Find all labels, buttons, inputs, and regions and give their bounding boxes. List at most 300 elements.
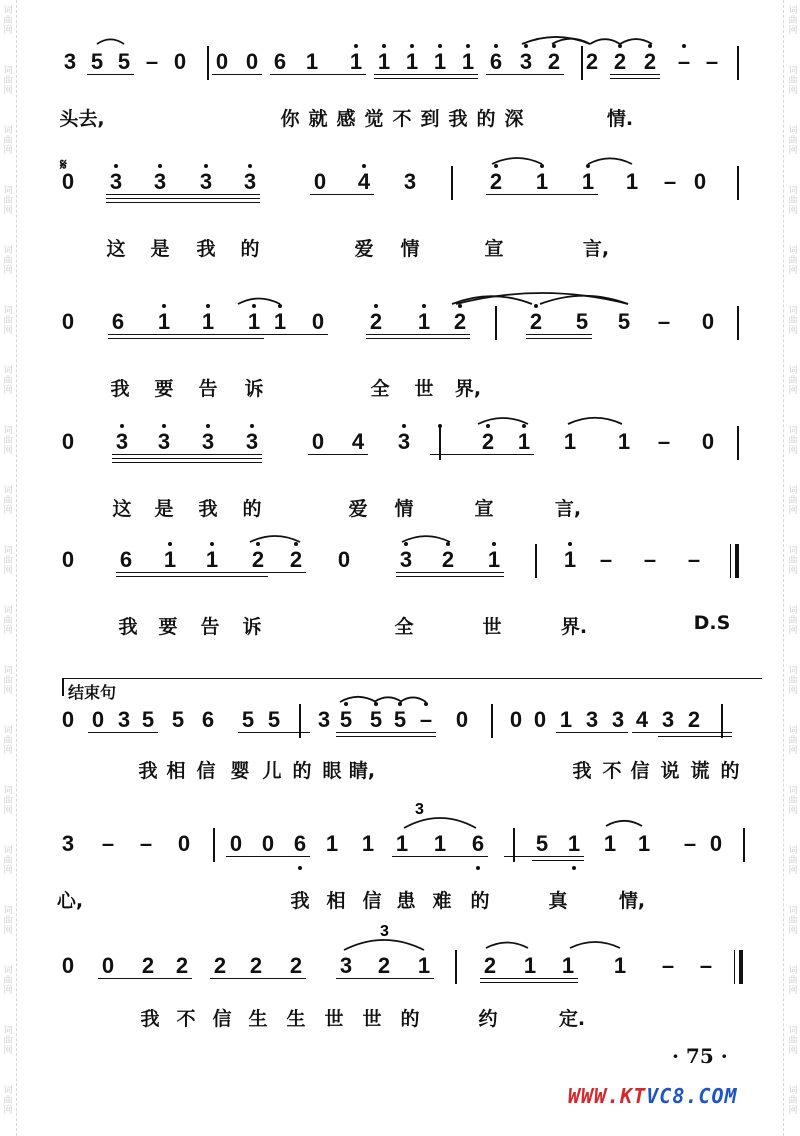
lyric-syllable: 不 (392, 108, 412, 130)
watermark-glyph: 词 曲 网 (788, 126, 798, 156)
note: 0 (229, 831, 243, 856)
note: 0 (313, 169, 327, 194)
dash-note: – (599, 547, 613, 572)
note: 0 (337, 547, 351, 572)
note: 2 (481, 429, 495, 454)
tuplet-arc (344, 940, 424, 950)
note: 1 (205, 547, 219, 572)
note: 2 (483, 953, 497, 978)
slur-arc (568, 418, 622, 424)
slur-layer (0, 923, 800, 986)
lyric-syllable: 这 (112, 498, 132, 520)
dal-segno-mark: D.S (693, 612, 731, 634)
watermark-glyph: 词 曲 网 (788, 426, 798, 456)
note: 6 (119, 547, 133, 572)
note: 2 (547, 49, 561, 74)
slur-layer (0, 162, 800, 202)
watermark-glyph: 词 曲 网 (788, 906, 798, 936)
note: 1 (305, 49, 319, 74)
lyrics-row (0, 612, 800, 642)
lyric-syllable: 全 (394, 616, 414, 638)
notes-row (0, 302, 800, 342)
tuplet-number: 3 (380, 923, 389, 940)
lyric-syllable: 信 (196, 760, 216, 782)
note: 0 (61, 169, 75, 194)
note: 5 (575, 309, 589, 334)
note: 2 (441, 547, 455, 572)
note: 6 (471, 831, 485, 856)
watermark-glyph: 词 曲 网 (3, 186, 13, 216)
slur-arc (402, 536, 450, 542)
lyric-syllable: 生 (286, 1008, 306, 1030)
note: 2 (249, 953, 263, 978)
slur-arc (478, 418, 528, 424)
notes-row (0, 700, 800, 740)
lyric-syllable: 到 (420, 108, 440, 130)
lyric-syllable: 说 (660, 760, 680, 782)
lyric-syllable: 爱 (354, 238, 374, 260)
slur-arc (250, 536, 300, 542)
lyric-syllable: 儿 (262, 760, 282, 782)
slur-arc (340, 697, 376, 702)
lyric-syllable: 是 (154, 498, 174, 520)
lyric-syllable: 我 (572, 760, 592, 782)
note: 2 (687, 707, 701, 732)
slur-arc (620, 39, 652, 44)
lyric-syllable: 信 (362, 890, 382, 912)
watermark-glyph: 词 曲 网 (788, 486, 798, 516)
lyric-syllable: 诉 (242, 616, 262, 638)
note: 1 (273, 309, 287, 334)
watermark-glyph: 词 曲 网 (788, 306, 798, 336)
note: 1 (417, 309, 431, 334)
dash-note: – (663, 169, 677, 194)
slur-layer (0, 700, 800, 740)
lyric-syllable: 我 (118, 616, 138, 638)
lyric-syllable: 我 (196, 238, 216, 260)
lyric-syllable: 我 (448, 108, 468, 130)
slur-arc (590, 39, 620, 44)
note: 1 (349, 49, 363, 74)
watermark-glyph: 词 曲 网 (788, 966, 798, 996)
note: 0 (61, 953, 75, 978)
lyric-syllable: 要 (154, 378, 174, 400)
lyric-syllable: 睛, (348, 760, 376, 782)
note: 0 (693, 169, 707, 194)
lyric-syllable: 言, (554, 498, 582, 520)
lyric-syllable: 世 (482, 616, 502, 638)
slur-arc (588, 158, 632, 164)
note: 2 (453, 309, 467, 334)
note: 5 (117, 49, 131, 74)
slur-arc (374, 697, 402, 702)
dash-note: – (643, 547, 657, 572)
note: 0 (245, 49, 259, 74)
lyric-syllable: 我 (198, 498, 218, 520)
segno-sign: 𝄋 (60, 155, 67, 174)
slur-layer (0, 42, 800, 82)
note: 5 (339, 707, 353, 732)
lyric-syllable: 不 (602, 760, 622, 782)
note: 2 (369, 309, 383, 334)
note: 0 (455, 707, 469, 732)
note: 0 (311, 429, 325, 454)
note: 3 (117, 707, 131, 732)
note: 4 (635, 707, 649, 732)
note: 5 (393, 707, 407, 732)
note: 1 (567, 831, 581, 856)
lyric-syllable: 感 (336, 108, 356, 130)
note: 5 (141, 707, 155, 732)
note: 0 (61, 547, 75, 572)
lyric-syllable: 不 (176, 1008, 196, 1030)
slur-arc (540, 296, 628, 304)
note: 3 (611, 707, 625, 732)
lyric-syllable: 的 (292, 760, 312, 782)
note: 2 (175, 953, 189, 978)
note: 3 (585, 707, 599, 732)
note: 2 (489, 169, 503, 194)
lyric-syllable: 诉 (244, 378, 264, 400)
slur-arc (400, 697, 426, 702)
lyric-syllable: 我 (290, 890, 310, 912)
note: 1 (361, 831, 375, 856)
watermark-glyph: 词 曲 网 (3, 606, 13, 636)
note: 6 (273, 49, 287, 74)
lyric-syllable: 我 (138, 760, 158, 782)
note: 2 (529, 309, 543, 334)
note: 0 (215, 49, 229, 74)
note: 2 (613, 49, 627, 74)
note: 4 (351, 429, 365, 454)
note: 0 (177, 831, 191, 856)
note: 0 (61, 707, 75, 732)
lyric-syllable: 的 (242, 498, 262, 520)
lyric-syllable: 这 (106, 238, 126, 260)
lyric-syllable: 信 (212, 1008, 232, 1030)
note: 3 (519, 49, 533, 74)
dash-note: – (705, 49, 719, 74)
note: 6 (489, 49, 503, 74)
watermark-glyph: 词 曲 网 (3, 846, 13, 876)
note: 3 (243, 169, 257, 194)
watermark-glyph: 词 曲 网 (3, 966, 13, 996)
lyrics-row (0, 1004, 800, 1034)
watermark-glyph: 词 曲 网 (3, 126, 13, 156)
lyric-syllable: 我 (110, 378, 130, 400)
note: 1 (517, 429, 531, 454)
note: 3 (157, 429, 171, 454)
slur-layer (0, 422, 800, 462)
lyric-syllable: 我 (140, 1008, 160, 1030)
note: 2 (289, 547, 303, 572)
slur-arc (238, 298, 280, 304)
slur-layer (0, 302, 800, 342)
note: 0 (533, 707, 547, 732)
notes-row (0, 42, 800, 82)
note: 2 (289, 953, 303, 978)
lyric-syllable: 爱 (348, 498, 368, 520)
lyric-syllable: 告 (200, 616, 220, 638)
lyrics-row (0, 756, 800, 786)
slur-arc (492, 158, 542, 164)
octave-dot-below (572, 866, 576, 870)
watermark-glyph: 词 曲 网 (3, 66, 13, 96)
lyric-syllable: 告 (198, 378, 218, 400)
ending-bracket-line (62, 678, 762, 679)
note: 1 (559, 707, 573, 732)
note: 1 (523, 953, 537, 978)
note: 0 (101, 953, 115, 978)
watermark-glyph: 词 曲 网 (3, 6, 13, 36)
watermark-glyph: 词 曲 网 (3, 426, 13, 456)
note: 1 (433, 49, 447, 74)
note: 0 (91, 707, 105, 732)
note: 3 (339, 953, 353, 978)
lyric-syllable: 患 (396, 890, 416, 912)
note: 1 (617, 429, 631, 454)
ending-bracket-hook (62, 678, 64, 696)
lyrics-row (0, 374, 800, 404)
note: 6 (293, 831, 307, 856)
lyric-syllable: 是 (150, 238, 170, 260)
lyric-syllable: 世 (362, 1008, 382, 1030)
note: 1 (417, 953, 431, 978)
lyric-syllable: 界. (560, 616, 588, 638)
note: 0 (701, 309, 715, 334)
note: 5 (535, 831, 549, 856)
dash-note: – (687, 547, 701, 572)
note: 0 (701, 429, 715, 454)
note: 3 (661, 707, 675, 732)
slur-arc (97, 39, 124, 44)
note: 1 (325, 831, 339, 856)
lyric-syllable: 难 (432, 890, 452, 912)
lyric-syllable: 生 (248, 1008, 268, 1030)
note: 1 (637, 831, 651, 856)
notes-row (0, 540, 800, 580)
watermark-glyph: 词 曲 网 (788, 786, 798, 816)
note: 5 (171, 707, 185, 732)
dash-note: – (145, 49, 159, 74)
note: 1 (377, 49, 391, 74)
note: 3 (115, 429, 129, 454)
note: 3 (397, 429, 411, 454)
dash-note: – (419, 707, 433, 732)
note: 3 (109, 169, 123, 194)
lyric-syllable: 的 (476, 108, 496, 130)
octave-dot-below (298, 866, 302, 870)
dash-note: – (683, 831, 697, 856)
lyric-syllable: 相 (166, 760, 186, 782)
lyric-syllable: 情. (606, 108, 634, 130)
lyric-syllable: 心, (56, 890, 84, 912)
lyric-syllable: 世 (324, 1008, 344, 1030)
note: 3 (317, 707, 331, 732)
note: 4 (357, 169, 371, 194)
watermark-glyph: 词 曲 网 (788, 546, 798, 576)
lyrics-row (0, 104, 800, 134)
watermark-glyph: 词 曲 网 (3, 366, 13, 396)
lyric-syllable: 定. (558, 1008, 586, 1030)
note: 3 (245, 429, 259, 454)
note: 1 (603, 831, 617, 856)
lyric-syllable: 宣 (474, 498, 494, 520)
note: 6 (111, 309, 125, 334)
watermark-glyph: 词 曲 网 (3, 1026, 13, 1056)
note: 2 (643, 49, 657, 74)
slur-arc (606, 821, 642, 826)
watermark-glyph: 词 曲 网 (788, 846, 798, 876)
note: 1 (625, 169, 639, 194)
note: 1 (405, 49, 419, 74)
note: 5 (267, 707, 281, 732)
watermark-glyph: 词 曲 网 (3, 486, 13, 516)
lyric-syllable: 约 (478, 1008, 498, 1030)
site-logo: WWW.KTVC8.COM (568, 1084, 738, 1108)
note: 6 (201, 707, 215, 732)
note: 0 (261, 831, 275, 856)
lyric-syllable: 世 (414, 378, 434, 400)
lyric-syllable: 就 (308, 108, 328, 130)
notes-row (0, 422, 800, 462)
tuplet-number: 3 (415, 801, 424, 818)
watermark-glyph: 词 曲 网 (788, 1026, 798, 1056)
note: 3 (201, 429, 215, 454)
lyrics-row (0, 886, 800, 916)
note: 1 (563, 429, 577, 454)
watermark-glyph: 词 曲 网 (788, 66, 798, 96)
note: 1 (201, 309, 215, 334)
watermark-glyph: 词 曲 网 (788, 666, 798, 696)
slur-arc (570, 942, 620, 948)
note: 5 (369, 707, 383, 732)
duration-underline (106, 202, 260, 203)
note: 1 (487, 547, 501, 572)
lyric-syllable: 信 (630, 760, 650, 782)
note: 0 (709, 831, 723, 856)
lyric-syllable: 全 (370, 378, 390, 400)
note: 2 (213, 953, 227, 978)
note: 1 (461, 49, 475, 74)
note: 0 (173, 49, 187, 74)
note: 1 (563, 547, 577, 572)
dash-note: – (699, 953, 713, 978)
note: 1 (535, 169, 549, 194)
lyric-syllable: 的 (400, 1008, 420, 1030)
note: 1 (581, 169, 595, 194)
note: 1 (163, 547, 177, 572)
note: 3 (403, 169, 417, 194)
lyric-syllable: 的 (240, 238, 260, 260)
note: 0 (311, 309, 325, 334)
note: 3 (63, 49, 77, 74)
duration-underline (112, 462, 262, 463)
watermark-glyph: 词 曲 网 (788, 246, 798, 276)
watermark-glyph: 词 曲 网 (3, 1086, 13, 1116)
dash-note: – (661, 953, 675, 978)
lyrics-row (0, 494, 800, 524)
dash-note: – (657, 429, 671, 454)
dash-note: – (657, 309, 671, 334)
lyric-syllable: 言, (582, 238, 610, 260)
lyric-syllable: 觉 (364, 108, 384, 130)
watermark-glyph: 词 曲 网 (3, 666, 13, 696)
slur-layer (0, 540, 800, 580)
lyric-syllable: 要 (158, 616, 178, 638)
lyric-syllable: 婴 (230, 760, 250, 782)
note: 3 (199, 169, 213, 194)
watermark-glyph: 词 曲 网 (788, 726, 798, 756)
note: 3 (153, 169, 167, 194)
lyric-syllable: 情 (394, 498, 414, 520)
watermark-glyph: 词 曲 网 (788, 6, 798, 36)
note: 1 (613, 953, 627, 978)
lyric-syllable: 头去, (59, 108, 105, 130)
tuplet-arc (404, 818, 476, 828)
note: 3 (61, 831, 75, 856)
note: 0 (61, 429, 75, 454)
dash-note: – (139, 831, 153, 856)
watermark-glyph: 词 曲 网 (3, 546, 13, 576)
note: 3 (399, 547, 413, 572)
notes-row (0, 162, 800, 202)
note: 2 (377, 953, 391, 978)
lyric-syllable: 眼 (322, 760, 342, 782)
lyric-syllable: 的 (470, 890, 490, 912)
lyric-syllable: 相 (326, 890, 346, 912)
lyric-syllable: 情, (618, 890, 646, 912)
note: 1 (157, 309, 171, 334)
lyric-syllable: 谎 (690, 760, 710, 782)
watermark-glyph: 词 曲 网 (3, 246, 13, 276)
watermark-glyph: 词 曲 网 (788, 606, 798, 636)
note: 5 (241, 707, 255, 732)
watermark-glyph: 词 曲 网 (3, 786, 13, 816)
note: 2 (141, 953, 155, 978)
watermark-glyph: 词 曲 网 (3, 906, 13, 936)
watermark-glyph: 词 曲 网 (3, 306, 13, 336)
lyric-syllable: 深 (504, 108, 524, 130)
note: 1 (395, 831, 409, 856)
lyric-syllable: 宣 (484, 238, 504, 260)
watermark-glyph: 词 曲 网 (788, 186, 798, 216)
lyric-syllable: 情 (400, 238, 420, 260)
ending-label: 结束句 (68, 683, 117, 702)
note: 5 (90, 49, 104, 74)
note: 2 (251, 547, 265, 572)
note: 5 (617, 309, 631, 334)
dash-note: – (101, 831, 115, 856)
page-number: · 75 · (672, 1044, 728, 1068)
lyric-syllable: 你 (280, 108, 300, 130)
watermark-glyph: 词 曲 网 (788, 366, 798, 396)
lyric-syllable: 界, (454, 378, 482, 400)
note: 1 (433, 831, 447, 856)
watermark-glyph: 词 曲 网 (788, 1086, 798, 1116)
dash-note: – (677, 49, 691, 74)
watermark-glyph: 词 曲 网 (3, 726, 13, 756)
note: 1 (247, 309, 261, 334)
note: 0 (509, 707, 523, 732)
octave-dot-below (476, 866, 480, 870)
lyric-syllable: 的 (720, 760, 740, 782)
slur-arc (486, 942, 528, 948)
note: 1 (561, 953, 575, 978)
note: 0 (61, 309, 75, 334)
note: 2 (585, 49, 599, 74)
lyrics-row (0, 234, 800, 264)
